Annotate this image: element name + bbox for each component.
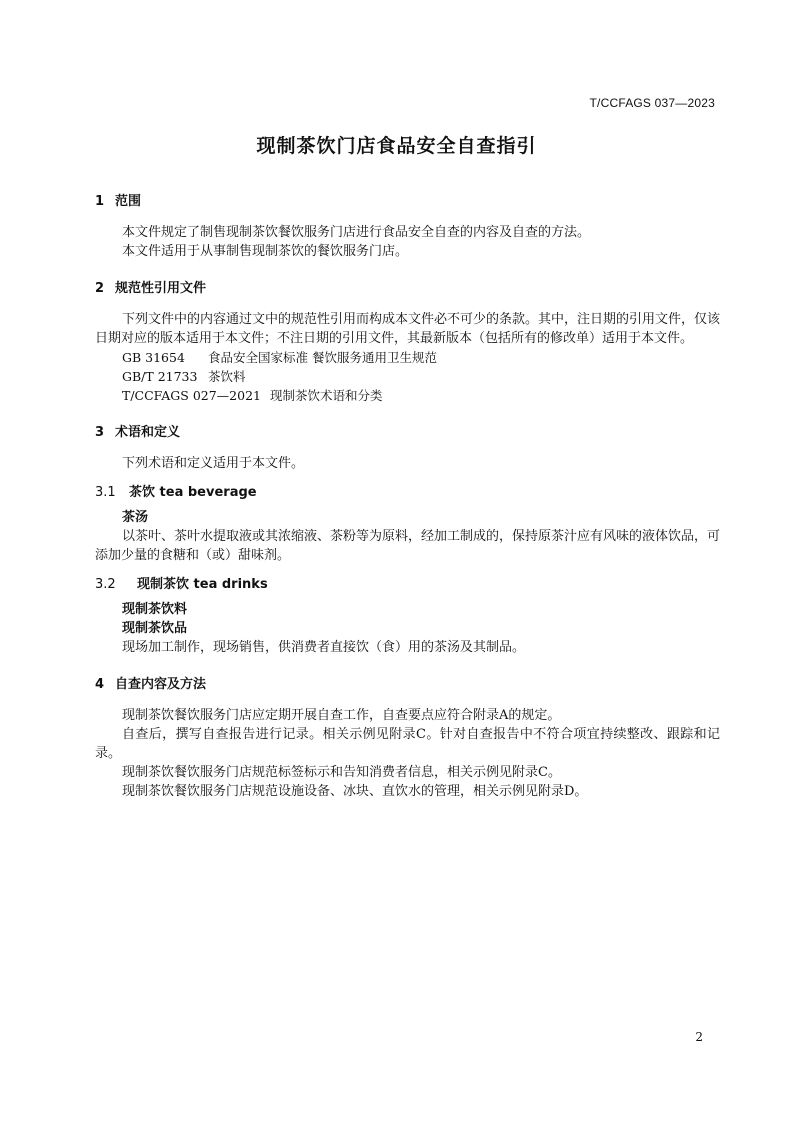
term-heading: [95, 573, 720, 592]
reference-item: [95, 386, 720, 405]
term-heading: [95, 481, 720, 500]
paragraph: 现制茶饮餐饮服务门店规范标签标示和告知消费者信息，相关示例见附录C。: [122, 765, 561, 780]
term-number: 3.2: [95, 577, 116, 592]
reference-code: T/CCFAGS 027—2021: [122, 388, 261, 403]
document-id: T/CCFAGS 037—2023: [589, 96, 715, 110]
reference-name: 茶饮料: [208, 369, 246, 384]
section-number: 4: [95, 677, 105, 692]
document-body: [95, 190, 720, 801]
paragraph: 现制茶饮餐饮服务门店应定期开展自查工作，自查要点应符合附录A的规定。: [122, 708, 561, 723]
section-number: 1: [95, 194, 105, 209]
section-heading-self-inspection: [95, 673, 720, 692]
section-title: 范围: [115, 194, 142, 209]
paragraph: 本文件规定了制售现制茶饮餐饮服务门店进行食品安全自查的内容及自查的方法。: [122, 225, 591, 240]
paragraph: 本文件适用于从事制售现制茶饮的餐饮服务门店。: [122, 244, 409, 259]
section-title: 自查内容及方法: [115, 677, 207, 692]
term-alternative: 茶汤: [122, 510, 149, 525]
term-zh: 茶饮: [129, 485, 156, 500]
section-title: 规范性引用文件: [115, 281, 207, 296]
page-title: 现制茶饮门店食品安全自查指引: [256, 135, 537, 157]
section-title: 术语和定义: [115, 425, 181, 440]
term-definition: 现场加工制作，现场销售，供消费者直接饮（食）用的茶汤及其制品。: [122, 640, 526, 655]
page-number: 2: [695, 1030, 703, 1044]
reference-name: 食品安全国家标准 餐饮服务通用卫生规范: [208, 350, 437, 365]
reference-item: [95, 348, 720, 367]
section-heading-normative-references: [95, 277, 720, 296]
term-en: tea beverage: [159, 485, 257, 500]
term-en: tea drinks: [193, 577, 268, 592]
paragraph: 下列文件中的内容通过文中的规范性引用而构成本文件必不可少的条款。其中，注日期的引用文件，仅该日期对应的版本适用于本文件；不注日期的引用文件，其最新版本（包括所有的修改单）适用于本文件。: [95, 312, 721, 346]
reference-name: 现制茶饮术语和分类: [270, 388, 383, 403]
paragraph: 下列术语和定义适用于本文件。: [122, 456, 305, 471]
reference-item: [95, 367, 720, 386]
term-definition: 以茶叶、茶叶水提取液或其浓缩液、茶粉等为原料，经加工制成的，保持原茶汁应有风味的液体饮品，可添加少量的食糖和（或）甜味剂。: [95, 529, 721, 563]
section-heading-scope: [95, 190, 720, 209]
term-alternative: 现制茶饮品: [122, 621, 188, 636]
paragraph: 现制茶饮餐饮服务门店规范设施设备、冰块、直饮水的管理，相关示例见附录D。: [122, 784, 588, 799]
section-number: 2: [95, 281, 105, 296]
section-number: 3: [95, 425, 105, 440]
reference-code: GB 31654: [122, 350, 185, 365]
paragraph: 自查后，撰写自查报告进行记录。相关示例见附录C。针对自查报告中不符合项宜持续整改、跟踪和记录。: [95, 727, 720, 761]
term-alternative: 现制茶饮料: [122, 602, 188, 617]
term-zh: 现制茶饮: [137, 577, 190, 592]
section-heading-terms: [95, 421, 720, 440]
term-number: 3.1: [95, 485, 116, 500]
reference-code: GB/T 21733: [122, 369, 198, 384]
